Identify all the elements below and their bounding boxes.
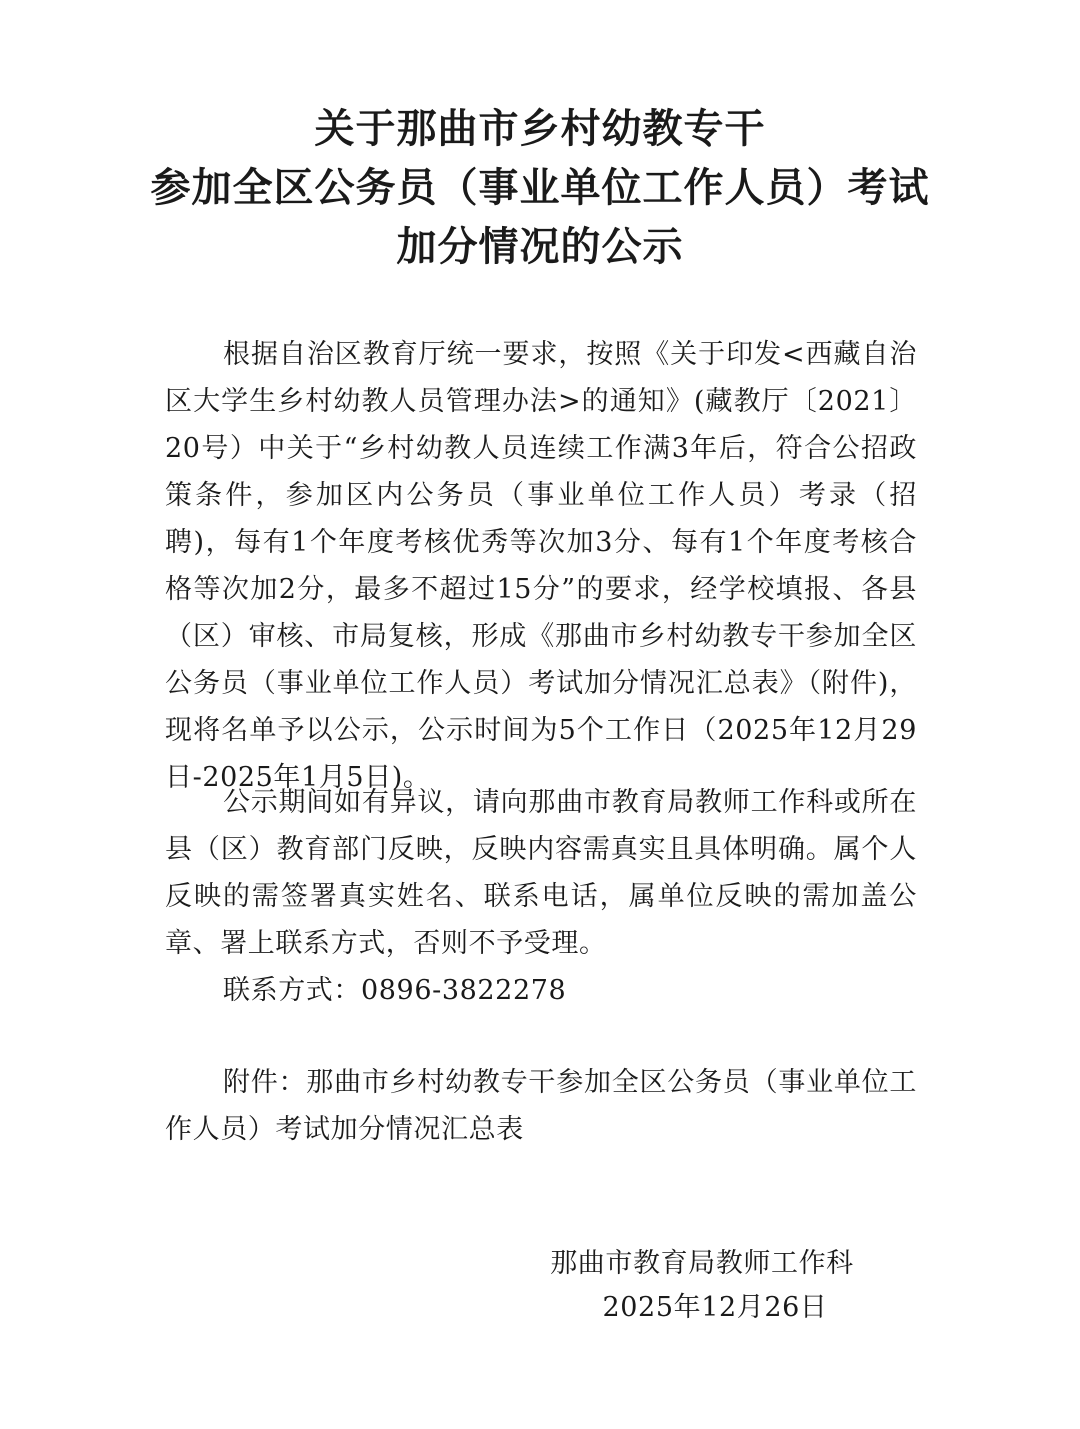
signature-unit: 那曲市教育局教师工作科 <box>550 1248 854 1279</box>
notice-title-line-1: 关于那曲市乡村幼教专干 <box>314 105 766 152</box>
notice-title-line-2: 参加全区公务员（事业单位工作人员）考试 <box>150 164 930 211</box>
notice-paragraph-basis: 根据自治区教育厅统一要求，按照《关于印发<西藏自治区大学生乡村幼教人员管理办法>的通知》(藏教厅〔2021〕20号）中关于“乡村幼教人员连续工作满3年后，符合公招政策条件，参加区内公务员（事业单位工作人员）考录（招聘)，每有1个年度考核优秀等次加3分、每有1个年度考核合格等次加2分，最多不超过15分”的要求，经学校填报、各县（区）审核、市局复核，形成《那曲市乡村幼教专干参加全区公务员（事业单位工作人员）考试加分情况汇总表》（附件)，现将名单予以公示，公示时间为5个工作日（2025年12月29日-2025年1月5日)。 <box>165 339 917 793</box>
signature-date: 2025年12月26日 <box>602 1292 828 1323</box>
notice-paragraph-objection: 公示期间如有异议，请向那曲市教育局教师工作科或所在县（区）教育部门反映，反映内容需真实且具体明确。属个人反映的需签署真实姓名、联系电话，属单位反映的需加盖公章、署上联系方式，否则不予受理。 <box>165 787 917 959</box>
notice-title-line-3: 加分情况的公示 <box>396 223 684 270</box>
notice-contact: 联系方式：0896-3822278 <box>223 975 567 1006</box>
notice-attachment: 附件：那曲市乡村幼教专干参加全区公务员（事业单位工作人员）考试加分情况汇总表 <box>165 1067 917 1145</box>
